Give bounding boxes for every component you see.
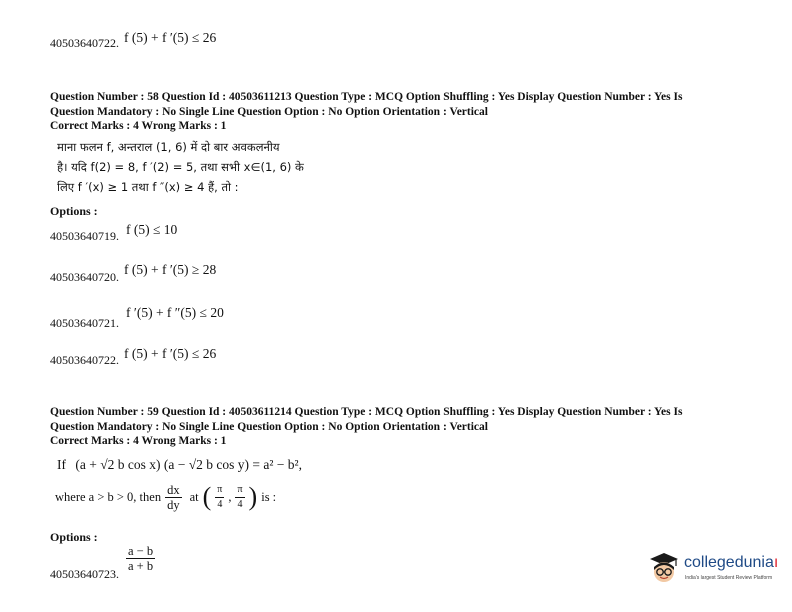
q58-text-line3: लिए f ′(x) ≥ 1 तथा f ″(x) ≥ 4 हैं, तो : (57, 180, 239, 194)
collegedunia-logo (646, 548, 786, 588)
q59-where-text: where a > b > 0, then (55, 489, 162, 504)
q59-option-1-id: 40503640723. (50, 567, 119, 581)
q59-point-y (235, 483, 244, 512)
option-expression: f (5) + f ′(5) ≤ 26 (124, 30, 217, 45)
q59-option-1-expr (126, 544, 155, 573)
q58-option-3-expr: f ′(5) + f ″(5) ≤ 20 (126, 305, 224, 320)
q59-point-x-den: 4 (217, 498, 223, 510)
q58-options-label: Options : (50, 204, 98, 218)
q58-marks: Correct Marks : 4 Wrong Marks : 1 (50, 120, 227, 132)
q59-at-label: at (189, 489, 199, 504)
q58-option-2-id: 40503640720. (50, 270, 119, 284)
q58-question-text (57, 137, 304, 197)
q58-option-2-expr: f (5) + f ′(5) ≥ 28 (124, 262, 217, 277)
q59-if-label: If (57, 457, 66, 472)
q59-derivative-den: dy (167, 497, 180, 512)
q59-option-1-num: a − b (128, 544, 154, 558)
q58-header-line1: Question Number : 58 Question Id : 40503611213 Question Type : MCQ Option Shuffling : Yes Display Question Number : Yes Is (50, 91, 683, 103)
q58-option-3-id: 40503640721. (50, 316, 119, 330)
q58-option-4-expr: f (5) + f ′(5) ≤ 26 (124, 346, 217, 361)
q59-header-line2: Question Mandatory : No Single Line Question Option : No Option Orientation : Vertical (50, 420, 488, 433)
q58-option-1-expr: f (5) ≤ 10 (126, 222, 178, 237)
q58-option-1-id: 40503640719. (50, 229, 119, 243)
q59-marks: Correct Marks : 4 Wrong Marks : 1 (50, 435, 227, 447)
q58-text-line1: माना फलन f, अन्तराल (1, 6) में दो बार अवकलनीय (57, 140, 280, 154)
graduate-mascot-icon (646, 550, 682, 586)
q59-question-line2 (55, 482, 276, 512)
option-id: 40503640722. (50, 36, 119, 50)
q59-derivative-num: dx (167, 482, 180, 497)
q59-options-label: Options : (50, 530, 98, 544)
q59-derivative (165, 483, 182, 512)
q59-right-paren: ) (248, 482, 258, 511)
q59-left-paren: ( (202, 482, 212, 511)
q58-option-4-id: 40503640722. (50, 353, 119, 367)
q59-is-label: is : (261, 489, 277, 504)
q59-option-1-fraction (126, 544, 155, 573)
logo-wordmark: collegeduniaı (684, 554, 779, 571)
q58-header-line2: Question Mandatory : No Single Line Question Option : No Option Orientation : Vertical (50, 105, 488, 118)
q59-point-x-num: π (215, 483, 224, 498)
q59-equation-expr: (a + √2 b cos x) (a − √2 b cos y) = a² − b², (75, 457, 302, 472)
logo-tagline: India's largest Student Review Platform (685, 575, 773, 581)
q58-text-line2: है। यदि f(2) = 8, f ′(2) = 5, तथा सभी x∈(1, 6) के (57, 160, 304, 174)
q59-point-y-den: 4 (237, 498, 243, 510)
q59-point-y-num: π (235, 483, 244, 498)
q59-point-comma: , (228, 489, 232, 504)
q59-header-line1: Question Number : 59 Question Id : 40503611214 Question Type : MCQ Option Shuffling : Yes Display Question Number : Yes Is (50, 406, 683, 418)
q58-header (50, 90, 750, 134)
logo-name: collegedunia (684, 554, 774, 571)
q59-point-x (215, 483, 224, 512)
q59-option-1-den: a + b (128, 559, 154, 573)
q59-header (50, 405, 750, 449)
q59-equation (57, 457, 302, 473)
